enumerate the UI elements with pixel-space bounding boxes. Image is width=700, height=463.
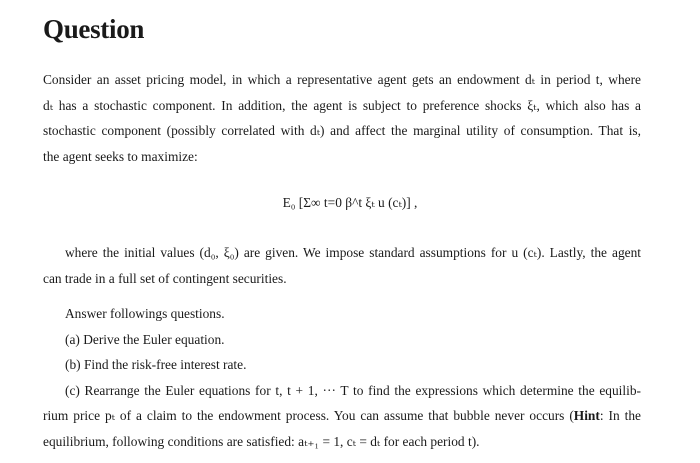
intro-paragraph bbox=[43, 67, 641, 169]
question-c-line-1: (c) Rearrange the Euler equations for t, t + 1, ··· T to find the expressions which determine the equilib- bbox=[65, 382, 641, 398]
intro-line-4: the agent seeks to maximize: bbox=[43, 148, 198, 164]
intro-line-3: stochastic component (possibly correlated with dₜ) and affect the marginal utility of consumption. That is, bbox=[43, 123, 641, 138]
intro-line-2: dₜ has a stochastic component. In addition, the agent is subject to preference shocks ξₜ, which also has a bbox=[43, 97, 641, 113]
questions-intro: Answer followings questions. bbox=[65, 306, 225, 321]
intro-line-1: Consider an asset pricing model, in which a representative agent gets an endowment dₜ in period t, where bbox=[43, 72, 641, 87]
objective-equation bbox=[0, 195, 700, 211]
hint-label: Hint bbox=[573, 408, 600, 423]
where-line-2: can trade in a full set of contingent securities. bbox=[43, 270, 287, 286]
question-b: (b) Find the risk-free interest rate. bbox=[65, 357, 247, 372]
question-c-line-3: equilibrium, following conditions are satisfied: aₜ₊₁ = 1, cₜ = dₜ for each period t). bbox=[43, 433, 480, 449]
question-c-line-2 bbox=[43, 403, 641, 429]
page-title: Question bbox=[43, 14, 145, 44]
where-line-1: where the initial values (d₀, ξ₀) are given. We impose standard assumptions for u (cₜ). Lastly, the agent bbox=[65, 245, 641, 260]
question-a: (a) Derive the Euler equation. bbox=[65, 331, 225, 347]
where-paragraph bbox=[43, 240, 641, 291]
question-c-line-2-text: rium price pₜ of a claim to the endowment process. You can assume that bubble never occurs ( bbox=[43, 408, 574, 423]
hint-tail: : In the bbox=[599, 408, 641, 423]
equation-text: E₀ [Σ∞ t=0 β^t ξₜ u (cₜ)] , bbox=[282, 195, 418, 210]
question-list bbox=[43, 301, 641, 454]
